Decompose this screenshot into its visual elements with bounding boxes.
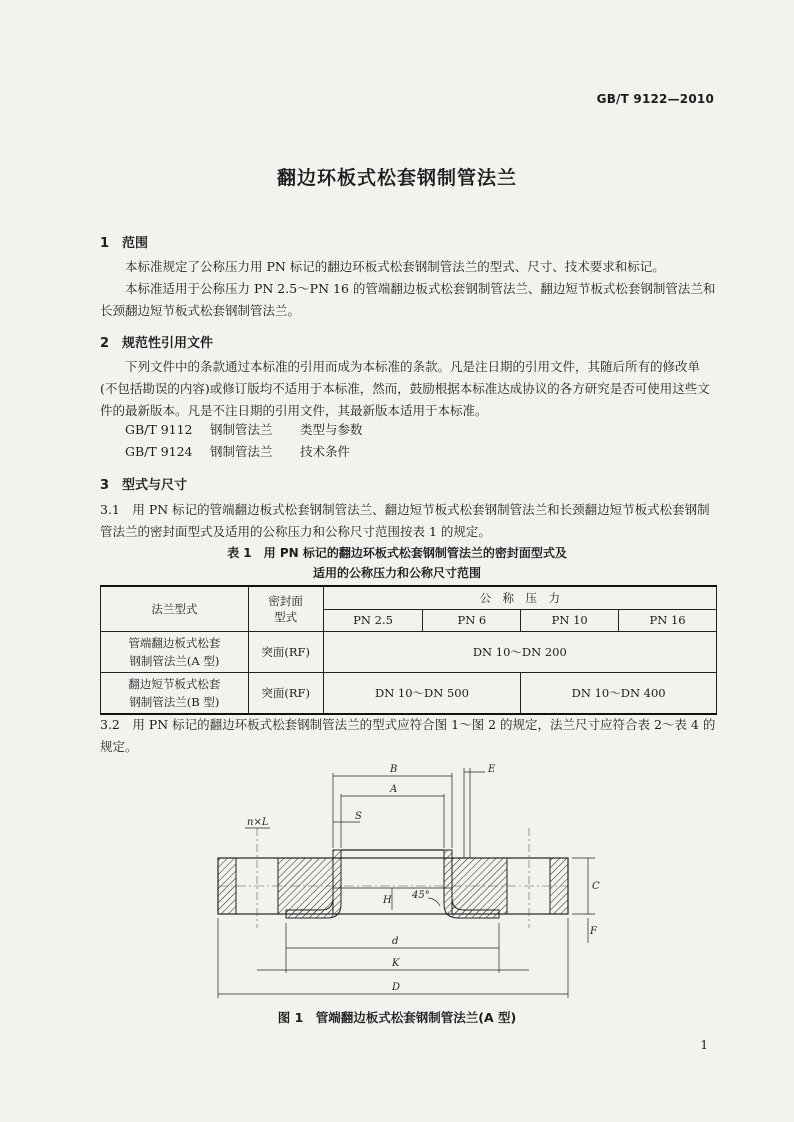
reference-item — [125, 420, 363, 438]
reference-code: GB/T 9124 — [125, 444, 193, 459]
cell-dn-range: DN 10～DN 200 — [323, 632, 716, 673]
figure-1-caption: 图 1 管端翻边板式松套钢制管法兰(A 型) — [277, 1010, 517, 1025]
figure-1-drawing — [200, 758, 600, 1003]
header-seal-line-1: 密封面 — [268, 594, 303, 608]
table-row — [101, 673, 717, 715]
dim-label-b: B — [390, 764, 398, 775]
reference-code: GB/T 9112 — [125, 422, 193, 437]
cell-seal: 突面(RF) — [248, 632, 323, 673]
clause-3-1: 3.1 用 PN 标记的管端翻边板式松套钢制管法兰、翻边短节板式松套钢制管法兰和长颈翻边短节板式松套钢制管法兰的密封面型式及适用的公称压力和公称尺寸范围按表 1 的规定。 — [100, 502, 710, 539]
dim-label-angle: 45° — [412, 890, 430, 901]
header-pn: PN 6 — [423, 609, 521, 631]
reference-name: 钢制管法兰 — [210, 444, 273, 459]
dim-label-a: A — [390, 784, 398, 795]
reference-item — [125, 442, 350, 460]
section-1-heading — [100, 232, 148, 251]
section-1-paragraph-2: 本标准适用于公称压力 PN 2.5～PN 16 的管端翻边板式松套钢制管法兰、翻边短节板式松套钢制管法兰和长颈翻边短节板式松套钢制管法兰。 — [100, 281, 716, 318]
standard-number: GB/T 9122—2010 — [596, 92, 714, 106]
table-header-row — [101, 586, 717, 609]
dim-label-e: E — [488, 764, 496, 775]
section-number: 1 — [100, 236, 110, 251]
cell-seal: 突面(RF) — [248, 673, 323, 715]
dim-label-c: C — [592, 881, 600, 892]
header-pn: PN 2.5 — [323, 609, 423, 631]
reference-desc: 技术条件 — [300, 444, 351, 459]
table-1 — [100, 585, 717, 715]
dim-label-f: F — [590, 926, 597, 937]
section-number: 2 — [100, 336, 110, 351]
dim-label-k: K — [392, 958, 400, 969]
header-pn: PN 10 — [521, 609, 619, 631]
section-title: 范围 — [122, 236, 149, 251]
cell-text: 钢制管法兰(A 型) — [129, 654, 220, 668]
header-nominal-pressure: 公 称 压 力 — [323, 586, 716, 609]
header-seal-line-2: 型式 — [274, 610, 298, 624]
dim-label-d-outer: D — [392, 982, 401, 993]
header-pn: PN 16 — [619, 609, 717, 631]
reference-name: 钢制管法兰 — [210, 422, 273, 437]
cell-text: 管端翻边板式松套 — [128, 636, 221, 650]
header-flange-type: 法兰型式 — [101, 586, 249, 632]
dim-label-nl: n×L — [247, 817, 269, 828]
cell-text: 钢制管法兰(B 型) — [129, 695, 220, 709]
section-2-paragraph: 下列文件中的条款通过本标准的引用而成为本标准的条款。凡是注日期的引用文件，其随后所有的修改单(不包括勘误的内容)或修订版均不适用于本标准，然而，鼓励根据本标准达成协议的各方研究是否可使用这些文件的最新版本。凡是不注日期的引用文件，其最新版本适用于本标准。 — [100, 359, 710, 418]
section-title: 规范性引用文件 — [122, 336, 214, 351]
section-3-heading — [100, 474, 187, 493]
section-1-paragraph-1: 本标准规定了公称压力用 PN 标记的翻边环板式松套钢制管法兰的型式、尺寸、技术要求和标记。 — [125, 259, 665, 274]
cell-flange-type — [101, 632, 249, 673]
cell-text: 翻边短节板式松套 — [128, 677, 221, 691]
dim-label-h: H — [383, 895, 392, 906]
dim-label-d: d — [392, 936, 399, 947]
clause-3-2: 3.2 用 PN 标记的翻边环板式松套钢制管法兰的型式应符合图 1～图 2 的规定，法兰尺寸应符合表 2～表 4 的规定。 — [100, 717, 716, 754]
section-number: 3 — [100, 478, 110, 493]
cell-dn-range: DN 10～DN 500 — [323, 673, 521, 715]
table-1-caption-line-2: 适用的公称压力和公称尺寸范围 — [312, 566, 481, 580]
section-2-heading — [100, 332, 213, 351]
document-title: 翻边环板式松套钢制管法兰 — [276, 167, 517, 189]
dim-label-s: S — [355, 811, 362, 822]
cell-flange-type — [101, 673, 249, 715]
page-number: 1 — [700, 1038, 708, 1052]
table-row — [101, 632, 717, 673]
reference-desc: 类型与参数 — [300, 422, 363, 437]
section-title: 型式与尺寸 — [122, 478, 188, 493]
header-seal-type — [248, 586, 323, 632]
cell-dn-range: DN 10～DN 400 — [521, 673, 717, 715]
table-1-caption-line-1: 表 1 用 PN 标记的翻边环板式松套钢制管法兰的密封面型式及 — [227, 546, 567, 560]
